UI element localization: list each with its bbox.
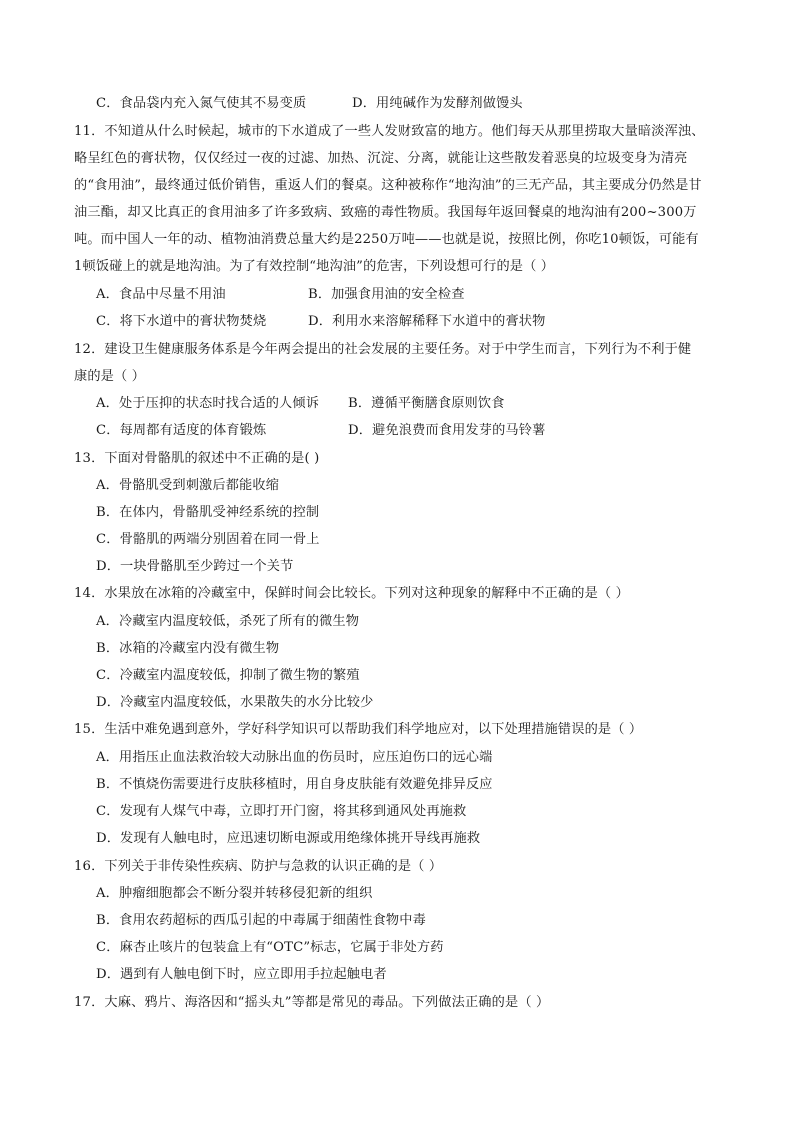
q11-stem-line-6: 1顿饭碰上的就是地沟油。为了有效控制“地沟油”的危害，下列设想可行的是（ ） [74, 259, 555, 274]
q14-option-a: A．冷藏室内温度较低，杀死了所有的微生物 [96, 614, 360, 629]
q11-stem-line-4: 油三酯，却又比真正的食用油多了许多致病、致癌的毒性物质。我国每年返回餐桌的地沟油有200~300万 [74, 205, 697, 220]
q14-stem: 14．水果放在冰箱的冷藏室中，保鲜时间会比较长。下列对这种现象的解释中不正确的是（ ） [74, 586, 629, 601]
q13-option-b: B．在体内，骨骼肌受神经系统的控制 [96, 505, 320, 520]
q13-stem: 13．下面对骨骼肌的叙述中不正确的是( ) [74, 451, 320, 466]
q11-stem-line-5: 吨。而中国人一年的动、植物油消费总量大约是2250万吨——也就是说，按照比例，你吃10顿饭，可能有 [74, 232, 699, 247]
q12-option-b: B．遵循平衡膳食原则饮食 [348, 396, 505, 411]
q12-option-c: C．每周都有适度的体育锻炼 [96, 423, 267, 438]
q10-option-d: D．用纯碱作为发酵剂做馒头 [352, 96, 523, 111]
q11-option-a: A．食品中尽量不用油 [96, 287, 226, 302]
q11-option-b: B．加强食用油的安全检查 [308, 287, 465, 302]
q12-option-d: D．避免浪费而食用发芽的马铃薯 [348, 423, 546, 438]
q13-option-c: C．骨骼肌的两端分别固着在同一骨上 [96, 532, 320, 547]
q16-stem: 16．下列关于非传染性疾病、防护与急救的认识正确的是（ ） [74, 859, 443, 874]
q15-option-d: D．发现有人触电时，应迅速切断电源或用绝缘体挑开导线再施救 [96, 831, 481, 846]
q11-stem-line-2: 略呈红色的膏状物，仅仅经过一夜的过滤、加热、沉淀、分离，就能让这些散发着恶臭的垃圾变身为清亮 [74, 151, 688, 166]
q16-option-c: C．麻杏止咳片的包装盒上有“OTC”标志，它属于非处方药 [96, 940, 444, 955]
q12-stem-line-2: 康的是（ ） [74, 369, 146, 384]
q15-stem: 15．生活中难免遇到意外，学好科学知识可以帮助我们科学地应对，以下处理措施错误的是（ ） [74, 722, 643, 737]
q14-option-d: D．冷藏室内温度较低，水果散失的水分比较少 [96, 695, 374, 710]
q16-option-a: A．肿瘤细胞都会不断分裂并转移侵犯新的组织 [96, 886, 373, 901]
q11-stem-line-1: 11．不知道从什么时候起，城市的下水道成了一些人发财致富的地方。他们每天从那里捞取大量暗淡浑浊、 [74, 124, 705, 139]
q11-stem-line-3: 的“食用油”，最终通过低价销售，重返人们的餐桌。这种被称作“地沟油”的三无产品，其主要成分仍然是甘 [74, 178, 702, 193]
q15-option-b: B．不慎烧伤需要进行皮肤移植时，用自身皮肤能有效避免排异反应 [96, 777, 493, 792]
q11-option-d: D．利用水来溶解稀释下水道中的膏状物 [308, 314, 546, 329]
q15-option-c: C．发现有人煤气中毒，立即打开门窗，将其移到通风处再施救 [96, 804, 467, 819]
q13-option-d: D．一块骨骼肌至少跨过一个关节 [96, 559, 294, 574]
q13-option-a: A．骨骼肌受到刺激后都能收缩 [96, 478, 280, 493]
q16-option-b: B．食用农药超标的西瓜引起的中毒属于细菌性食物中毒 [96, 913, 426, 928]
q14-option-c: C．冷藏室内温度较低，抑制了微生物的繁殖 [96, 668, 360, 683]
q15-option-a: A．用指压止血法救治较大动脉出血的伤员时，应压迫伤口的远心端 [96, 750, 493, 765]
q14-option-b: B．冰箱的冷藏室内没有微生物 [96, 641, 280, 656]
q11-option-c: C．将下水道中的膏状物焚烧 [96, 314, 267, 329]
q12-stem-line-1: 12．建设卫生健康服务体系是今年两会提出的社会发展的主要任务。对于中学生而言，下列行为不利于健 [74, 342, 692, 357]
q17-stem: 17．大麻、鸦片、海洛因和“摇头丸”等都是常见的毒品。下列做法正确的是（ ） [74, 995, 550, 1010]
q10-option-c: C．食品袋内充入氮气使其不易变质 [96, 96, 307, 111]
q12-option-a: A．处于压抑的状态时找合适的人倾诉 [96, 396, 320, 411]
q16-option-d: D．遇到有人触电倒下时，应立即用手拉起触电者 [96, 967, 387, 982]
